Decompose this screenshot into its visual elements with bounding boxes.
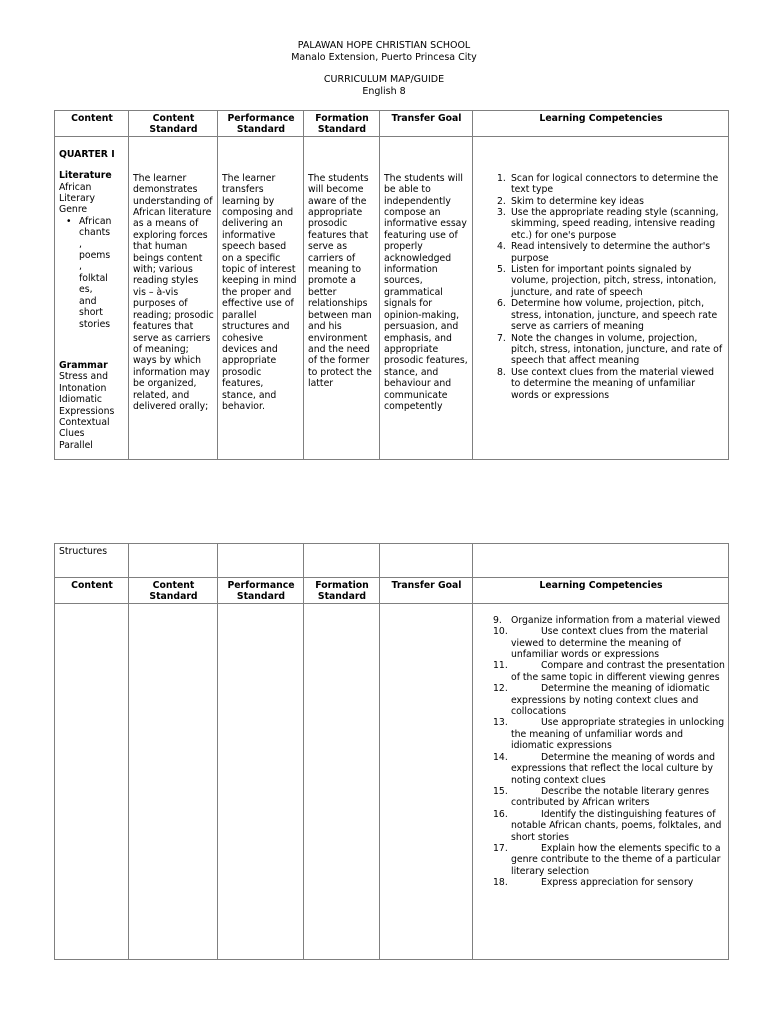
- table-row: [55, 544, 729, 578]
- col-header-content: Content: [55, 111, 129, 137]
- list-item: 10. Use context clues from the material viewed to determine the meaning of unfamiliar words or expressions: [493, 626, 709, 661]
- col-header-learning-competencies: Learning Competencies: [473, 578, 729, 604]
- genre-list: • African chants , poems , folktal es, and short stories: [59, 216, 125, 330]
- curriculum-table-page1: [54, 110, 729, 460]
- list-item: 15. Describe the notable literary genres contributed by African writers: [493, 785, 710, 809]
- performance-standard-cell: The learner transfers learning by composing and delivering an informative speech based on a specific topic of interest keeping in mind the proper and effective use of parallel structures and cohesive devices and appropriate prosodic features, stance, and behavior.: [218, 136, 304, 459]
- col-header-content-standard: Content Standard: [129, 578, 218, 604]
- list-item: 3. Use the appropriate reading style (scanning, skimming, speed reading, intensive reading etc.) for one's purpose: [497, 207, 719, 241]
- list-item: 7. Note the changes in volume, projection, pitch, stress, intonation, juncture, and rate of speech that affect meaning: [497, 332, 723, 367]
- content-cell: QUARTER I Literature African Literary Genre • African chants , poems , folktal es, and short stories Grammar Stress and Intonation Idiomatic Expressions Contextual Clues Parallel: [55, 136, 129, 459]
- table-row: [55, 136, 729, 459]
- col-header-performance-standard: Performance Standard: [218, 578, 304, 604]
- col-header-performance-standard: Performance Standard: [218, 111, 304, 137]
- col-header-formation-standard: Formation Standard: [304, 578, 380, 604]
- list-item: 12. Determine the meaning of idiomatic expressions by noting context clues and collocations: [493, 683, 710, 718]
- list-item: 17. Explain how the elements specific to a genre contribute to the theme of a particular literary selection: [493, 842, 721, 877]
- school-name: PALAWAN HOPE CHRISTIAN SCHOOL: [297, 40, 471, 51]
- list-item: 14. Determine the meaning of words and expressions that reflect the local culture by noting context clues: [493, 751, 716, 786]
- document-subject: English 8: [362, 86, 406, 97]
- list-item: 1. Scan for logical connectors to determine the text type: [497, 172, 719, 196]
- list-item: 5. Listen for important points signaled by volume, projection, pitch, stress, intonation, juncture, and rate of speech: [497, 264, 717, 298]
- list-item: 9. Organize information from a material viewed: [493, 614, 721, 626]
- list-item: 4. Read intensively to determine the author's purpose: [497, 241, 711, 264]
- list-item: 11. Compare and contrast the presentation of the same topic in different viewing genres: [493, 660, 725, 683]
- learning-competencies-cell: [473, 136, 729, 459]
- quarter-label: QUARTER I: [59, 148, 115, 160]
- list-item: 2. Skim to determine key ideas: [497, 195, 644, 207]
- literature-heading: Literature: [59, 170, 112, 182]
- document-title: CURRICULUM MAP/GUIDE: [323, 74, 445, 85]
- list-item: 6. Determine how volume, projection, pitch, stress, intonation, juncture, and speech rate serve as carriers of meaning: [497, 298, 718, 333]
- list-item: 18. Express appreciation for sensory: [493, 877, 694, 889]
- col-header-formation-standard: Formation Standard: [304, 111, 380, 137]
- col-header-learning-competencies: Learning Competencies: [473, 111, 729, 137]
- table-header-row: [55, 111, 729, 137]
- col-header-content-standard: Content Standard: [129, 111, 218, 137]
- table-header-row: [55, 578, 729, 604]
- col-header-content: Content: [55, 578, 129, 604]
- competency-list: [477, 139, 725, 401]
- transfer-goal-cell: The students will be able to independently compose an informative essay featuring use of properly acknowledged information sources, grammatical signals for opinion-making, persuasion, and emphasis, and appropriate prosodic features, stance, and behaviour and communicate competently: [380, 136, 473, 459]
- learning-competencies-cell: [473, 603, 729, 959]
- list-item: 13. Use appropriate strategies in unlocking the meaning of unfamiliar words and idiomatic expressions: [493, 717, 725, 752]
- col-header-transfer-goal: Transfer Goal: [380, 578, 473, 604]
- school-address: Manalo Extension, Puerto Princesa City: [291, 52, 477, 63]
- curriculum-table-page2: [54, 543, 729, 960]
- list-item: 16. Identify the distinguishing features of notable African chants, poems, folktales, and short stories: [493, 808, 722, 843]
- col-header-transfer-goal: Transfer Goal: [380, 111, 473, 137]
- continued-content-cell: Structures: [55, 544, 129, 578]
- table-row: [55, 603, 729, 959]
- competency-list: [477, 606, 725, 889]
- grammar-heading: Grammar: [59, 359, 108, 371]
- formation-standard-cell: The students will become aware of the appropriate prosodic features that serve as carriers of meaning to promote a better relationships between man and his environment and the need of the former to protect the latter: [304, 136, 380, 459]
- content-standard-cell: The learner demonstrates understanding of African literature as a means of exploring forces that human beings content with; various reading styles vis – à-vis purposes of reading; prosodic features that serve as carriers of meaning; ways by which information may be organized, related, and delivered orally;: [129, 136, 218, 459]
- document-header: [0, 40, 768, 98]
- list-item: 8. Use context clues from the material viewed to determine the meaning of unfamiliar words or expressions: [497, 366, 715, 401]
